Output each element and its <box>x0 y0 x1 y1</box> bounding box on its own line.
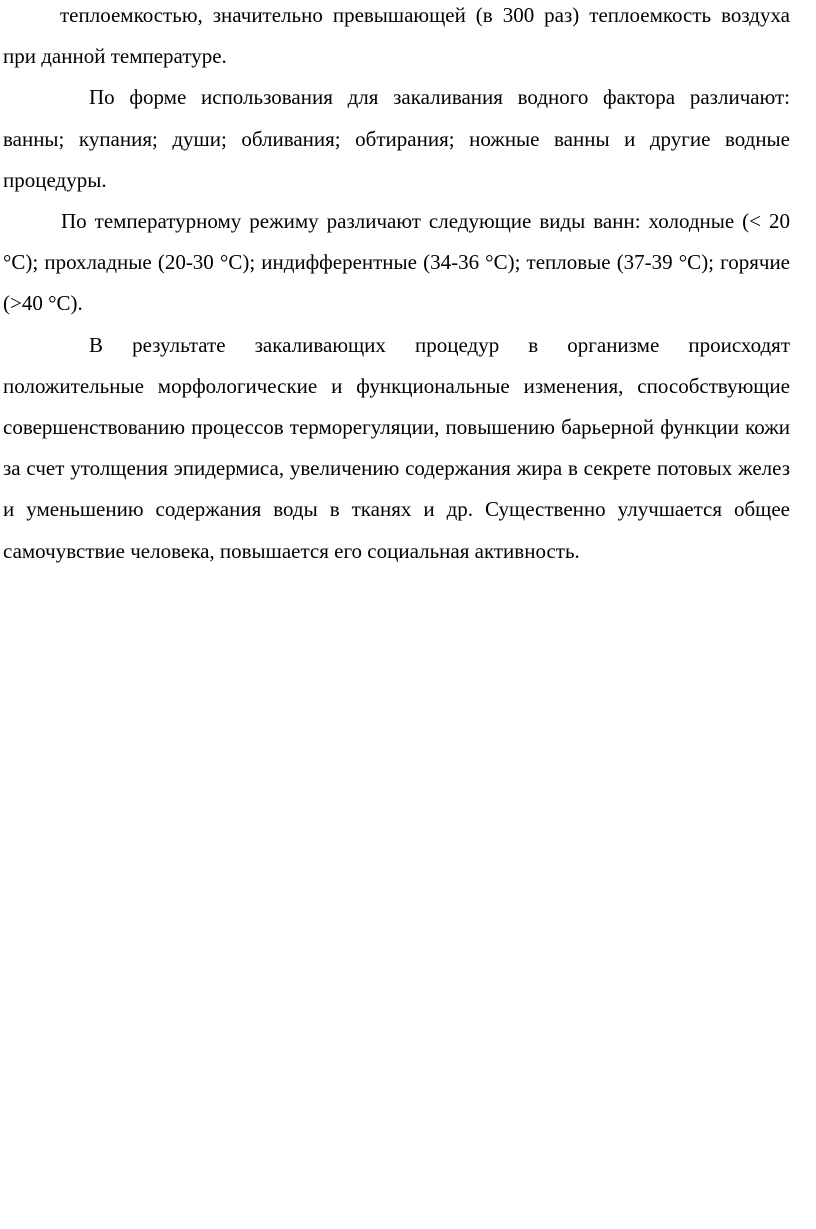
document-body <box>3 0 790 572</box>
paragraph-hardening-results: В результате закаливающих процедур в организме происходят положительные морфологические и функциональные изменения, способствующие совершенствованию процессов терморегуляции, повышению барьерной функции кожи за счет утолщения эпидермиса, увеличению содержания жира в секрете потовых желез и уменьшению содержания воды в тканях и др. Существенно улучшается общее самочувствие человека, повышается его социальная активность. <box>3 332 790 563</box>
paragraph-bath-temperatures: По температурному режиму различают следующие виды ванн: холодные (< 20 °С); прохладные (20-30 °С); индифферентные (34-36 °С); тепловые (37-39 °С); горячие (>40 °С). <box>3 209 790 316</box>
paragraph-heat-capacity: теплоемкостью, значительно превышающей (в 300 раз) теплоемкость воздуха при данной температуре. <box>3 3 790 69</box>
paragraph-water-procedures: По форме использования для закаливания водного фактора различают: ванны; купания; души; обливания; обтирания; ножные ванны и другие водные процедуры. <box>3 85 790 192</box>
